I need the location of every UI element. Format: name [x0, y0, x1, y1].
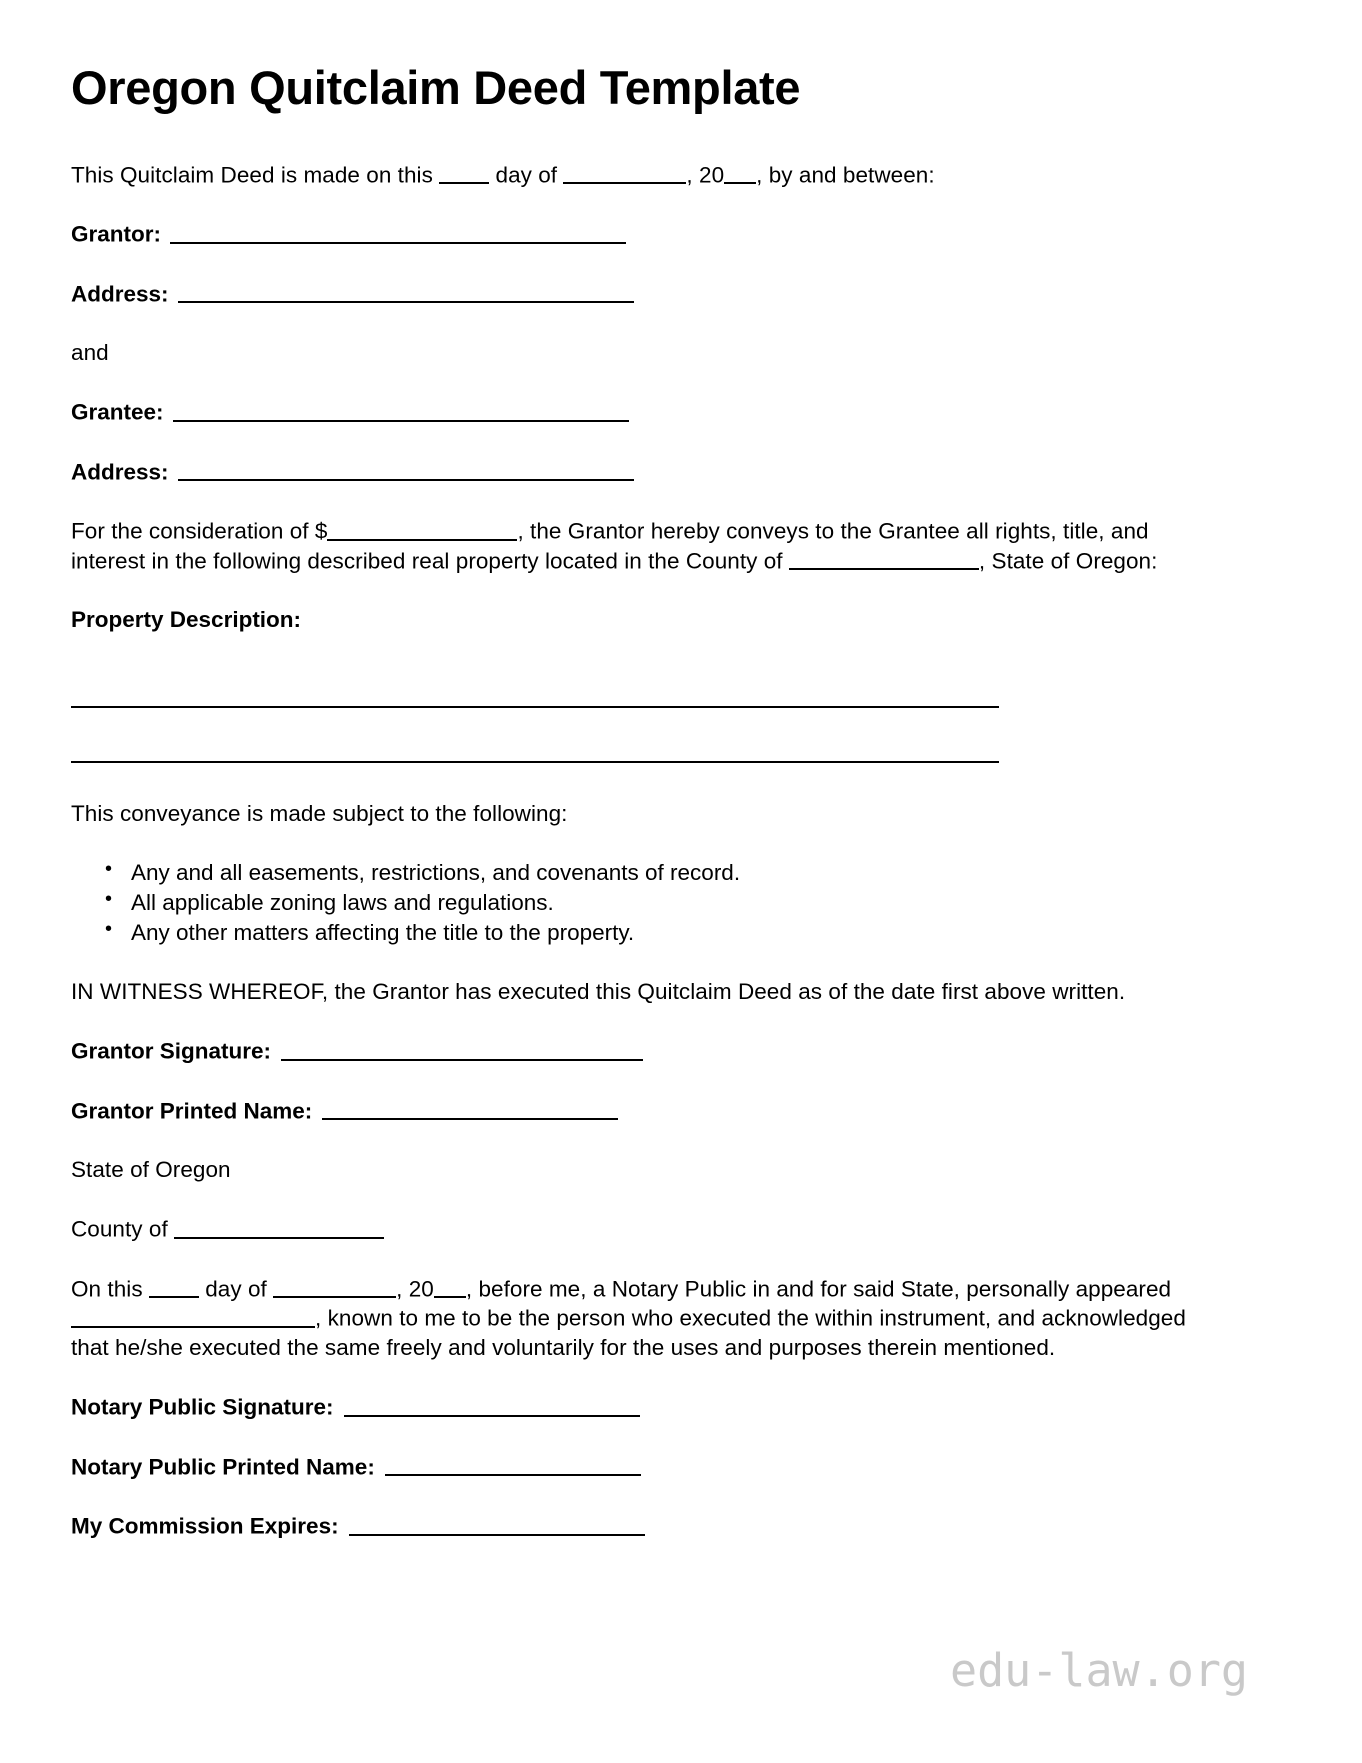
ack-text-1: On this	[71, 1276, 149, 1302]
grantor-printed-name-blank	[322, 1096, 618, 1121]
year-blank	[724, 160, 756, 185]
grantor-field	[71, 219, 1212, 249]
property-description-rule-2	[71, 761, 999, 763]
grantor-address-field	[71, 279, 1212, 309]
ack-day-blank	[149, 1274, 199, 1299]
grantee-address-label: Address:	[71, 459, 169, 485]
notary-signature-blank	[344, 1392, 640, 1417]
property-description-heading	[71, 605, 1212, 634]
consideration-amount-blank	[327, 516, 517, 541]
page-title: Oregon Quitclaim Deed Template	[71, 61, 801, 114]
conditions-list	[71, 858, 1212, 947]
ack-person-blank	[71, 1303, 315, 1328]
notary-printed-name-label: Notary Public Printed Name:	[71, 1454, 375, 1480]
grantee-address-blank	[178, 457, 634, 482]
consideration-text-1: For the consideration of $	[71, 518, 328, 544]
grantor-address-blank	[178, 279, 634, 304]
notary-signature-label: Notary Public Signature:	[71, 1394, 334, 1420]
notary-printed-name-blank	[385, 1452, 641, 1477]
grantor-signature-label: Grantor Signature:	[71, 1038, 272, 1064]
intro-text-3: , 20	[686, 162, 725, 188]
notary-signature-field	[71, 1392, 1212, 1422]
property-description-label: Property Description:	[71, 607, 302, 633]
grantor-label: Grantor:	[71, 221, 161, 247]
list-item: • Any other matters affecting the title to the property.	[131, 918, 1212, 947]
grantor-signature-blank	[281, 1036, 643, 1061]
property-description-gap	[71, 708, 1212, 761]
grantee-field	[71, 397, 1212, 427]
commission-expires-field	[71, 1511, 1212, 1541]
intro-text-4: , by and between:	[756, 162, 935, 188]
grantor-printed-name-label: Grantor Printed Name:	[71, 1098, 313, 1124]
ack-text-3: , 20	[396, 1276, 434, 1302]
intro-text-2: day of	[489, 162, 564, 188]
consideration-text-3: , State of Oregon:	[978, 548, 1158, 574]
commission-expires-blank	[349, 1511, 645, 1536]
conveyance-intro: This conveyance is made subject to the following:	[71, 801, 568, 827]
notary-county-line	[71, 1214, 1212, 1244]
witness-clause: IN WITNESS WHEREOF, the Grantor has executed this Quitclaim Deed as of the date first above written.	[71, 979, 1126, 1005]
day-blank	[439, 160, 489, 185]
grantor-printed-name-field	[71, 1096, 1212, 1126]
ack-text-4: , before me, a Notary Public in and for said State, personally appeared	[465, 1276, 1172, 1302]
county-of-label: County of	[71, 1216, 175, 1242]
notary-acknowledgment	[71, 1274, 1212, 1362]
ack-month-blank	[273, 1274, 396, 1299]
notary-printed-name-field	[71, 1452, 1212, 1482]
ack-text-5: , known to me to be the person who executed the within instrument, and acknowledged that he/she executed the same freely and voluntarily for the uses and purposes therein mentioned.	[71, 1305, 1186, 1360]
grantee-label: Grantee:	[71, 399, 164, 425]
commission-expires-label: My Commission Expires:	[71, 1513, 339, 1539]
site-watermark: edu-law.org	[949, 1644, 1248, 1697]
consideration-text-2: , the Grantor hereby conveys to the Grantee all rights, title, and interest in the following described real property located in the County of	[71, 518, 1149, 574]
county-blank	[789, 546, 979, 571]
grantor-blank	[170, 219, 626, 244]
ack-year-blank	[434, 1274, 466, 1299]
month-blank	[563, 160, 686, 185]
grantee-address-field	[71, 457, 1212, 487]
parties-connector: and	[71, 340, 109, 366]
list-item: • All applicable zoning laws and regulations.	[131, 888, 1212, 917]
consideration-paragraph	[71, 516, 1212, 575]
notary-state-line: State of Oregon	[71, 1157, 231, 1183]
notary-county-blank	[174, 1214, 384, 1239]
intro-text-1: This Quitclaim Deed is made on this	[71, 162, 440, 188]
intro-paragraph	[71, 160, 1212, 190]
grantor-address-label: Address:	[71, 281, 169, 307]
list-item: • Any and all easements, restrictions, and covenants of record.	[131, 858, 1212, 887]
grantee-blank	[173, 397, 629, 422]
property-description-space	[71, 664, 1212, 706]
ack-text-2: day of	[198, 1276, 274, 1302]
grantor-signature-field	[71, 1036, 1212, 1066]
